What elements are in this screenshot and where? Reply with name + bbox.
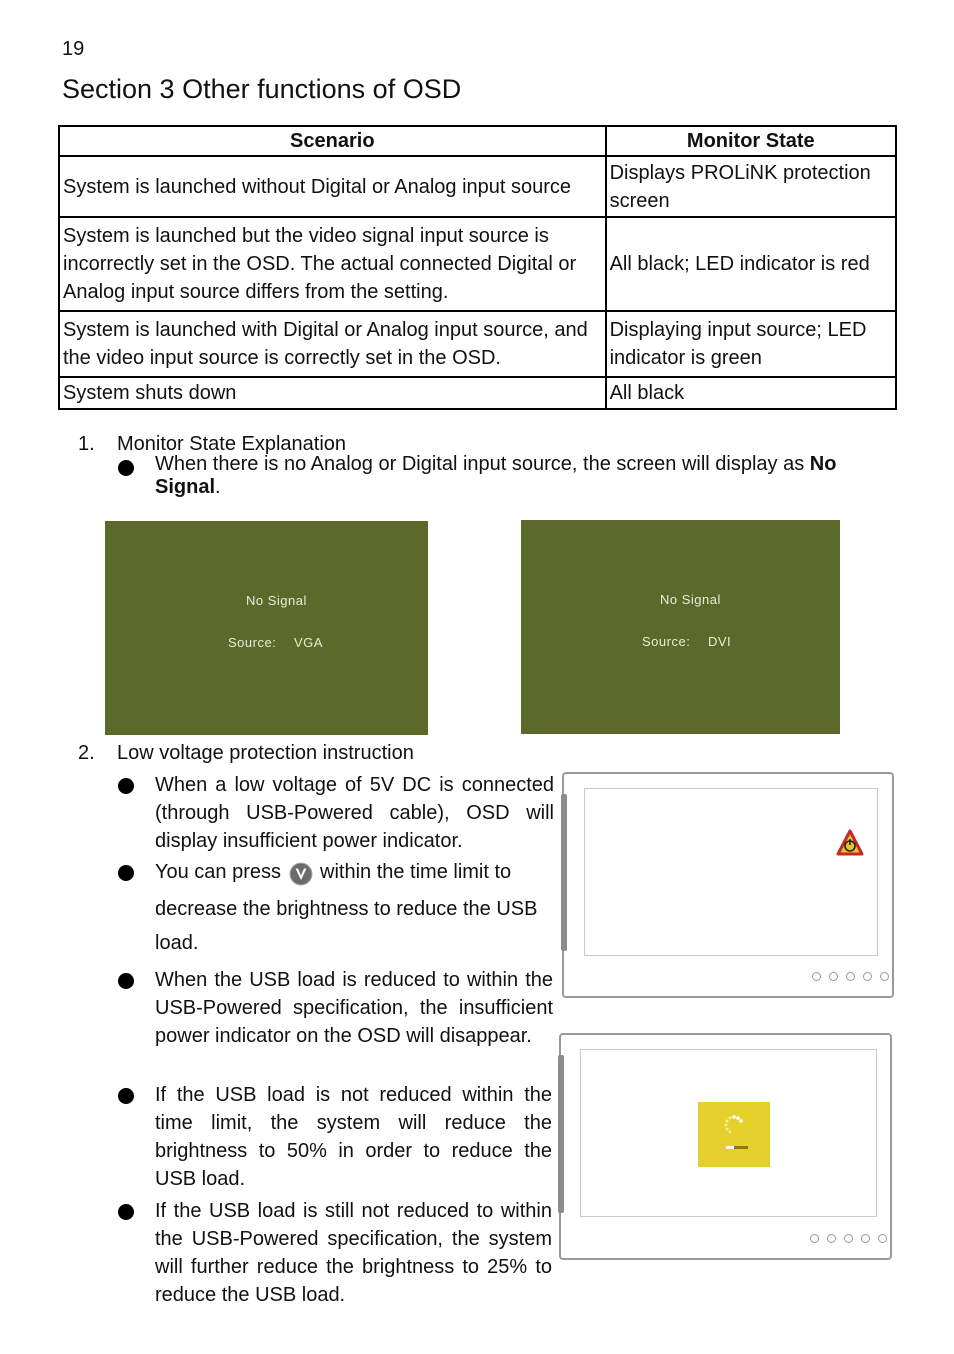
section1-bullet	[155, 453, 875, 499]
table-row	[59, 156, 896, 217]
bullet-icon	[118, 973, 134, 989]
bullet-text: If the USB load is not reduced within the time limit, the system will reduce the brightness to 50% in order to reduce the USB load.	[155, 1084, 552, 1190]
monitor-screen	[584, 788, 878, 956]
table-cell: All black	[606, 377, 896, 409]
source-label: Source:	[228, 635, 277, 650]
list-number-2: 2.	[78, 742, 95, 764]
no-signal-screen-dvi	[521, 520, 840, 734]
table-row	[59, 311, 896, 377]
page-number: 19	[62, 38, 85, 60]
monitor-brightness-illustration	[559, 1033, 892, 1260]
bullet-text: decrease the brightness to reduce the USB	[155, 898, 538, 920]
bullet-icon	[118, 1088, 134, 1104]
table-header-scenario: Scenario	[59, 126, 606, 156]
monitor-side-bezel	[558, 1055, 564, 1213]
source-value: VGA	[294, 635, 323, 650]
bullet-text: You can press	[155, 861, 282, 883]
bullet-text: within the time limit to	[320, 861, 512, 883]
bullet-icon	[118, 778, 134, 794]
monitor-buttons	[812, 972, 889, 981]
monitor-side-bezel	[561, 794, 567, 951]
section1-heading: Monitor State Explanation	[117, 433, 347, 455]
section2-heading: Low voltage protection instruction	[117, 742, 414, 764]
page-title: Section 3 Other functions of OSD	[62, 74, 462, 104]
table-cell: All black; LED indicator is red	[606, 217, 896, 311]
bullet-text: When the USB load is reduced to within the USB-Powered specification, the insufficient power indicator on the OSD will disappear.	[155, 969, 553, 1047]
no-signal-screen-vga	[105, 521, 428, 735]
table-header-monitor-state: Monitor State	[606, 126, 896, 156]
osd-state-table	[58, 125, 897, 410]
source-label: Source:	[642, 634, 691, 649]
no-signal-text: No Signal	[660, 592, 721, 607]
bullet-text: When there is no Analog or Digital input source, the screen will display as	[155, 453, 810, 475]
low-power-warning-icon	[836, 829, 864, 857]
source-value: DVI	[708, 634, 732, 649]
brightness-icon	[698, 1102, 770, 1167]
bullet-icon	[118, 865, 134, 881]
bullet-bold-text: No Signal	[155, 453, 837, 498]
table-cell: Displaying input source; LED indicator is green	[606, 311, 896, 377]
table-row	[59, 377, 896, 409]
bullet-icon	[118, 460, 134, 476]
bullet-icon	[118, 1204, 134, 1220]
monitor-low-power-illustration	[562, 772, 894, 998]
table-cell: System is launched with Digital or Analog input source, and the video input source is correctly set in the OSD.	[59, 311, 606, 377]
bullet-text: When a low voltage of 5V DC is connected (through USB-Powered cable), OSD will display insufficient power indicator.	[155, 774, 554, 852]
list-number-1: 1.	[78, 433, 95, 455]
table-row	[59, 217, 896, 311]
no-signal-text: No Signal	[246, 593, 307, 608]
bullet-text: If the USB load is still not reduced to within the USB-Powered specification, the system will further reduce the brightness to 25% to reduce the USB load.	[155, 1200, 552, 1306]
table-cell: System is launched without Digital or Analog input source	[59, 156, 606, 217]
table-cell: System is launched but the video signal input source is incorrectly set in the OSD. The actual connected Digital or Analog input source differs from the setting.	[59, 217, 606, 311]
table-cell: System shuts down	[59, 377, 606, 409]
bullet-text: load.	[155, 932, 199, 954]
monitor-buttons	[810, 1234, 887, 1243]
table-header-row	[59, 126, 896, 156]
bullet-end: .	[215, 476, 221, 498]
table-cell: Displays PROLiNK protection screen	[606, 156, 896, 217]
v-button-icon	[289, 862, 313, 886]
